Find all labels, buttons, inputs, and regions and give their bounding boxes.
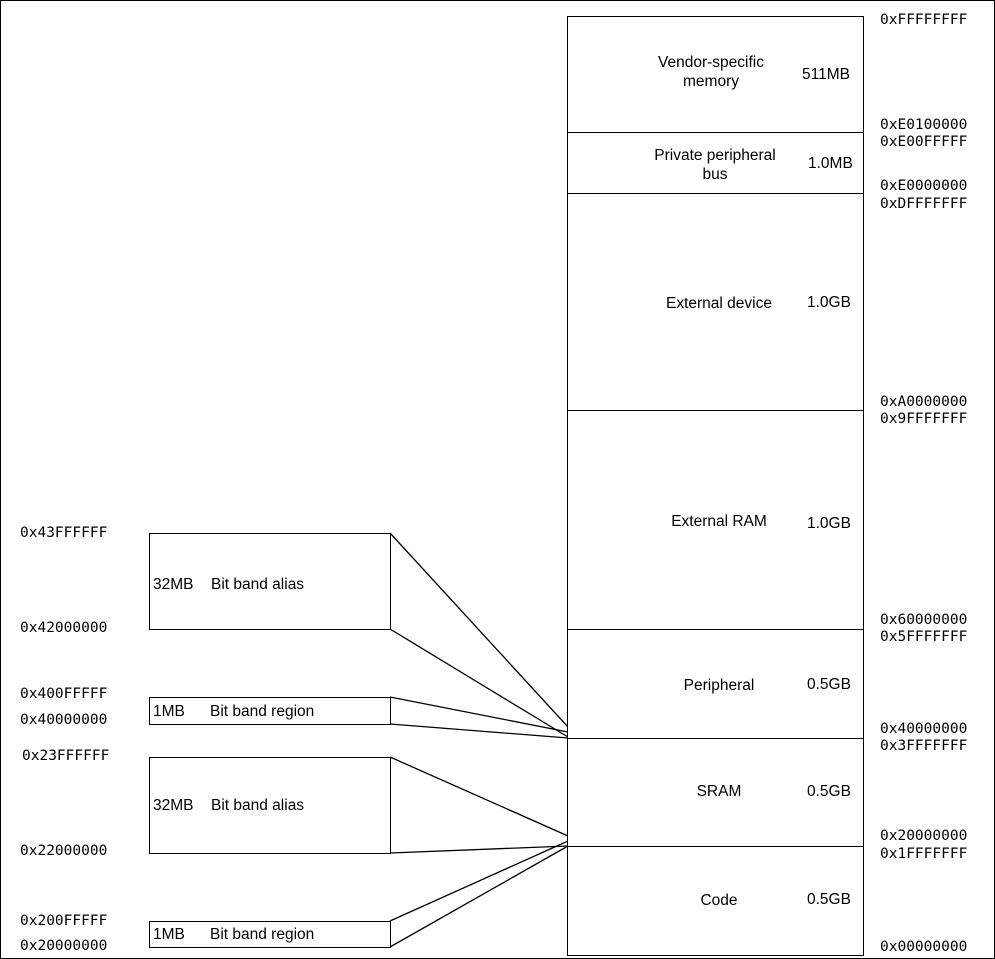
address-label: 0x20000000 [880, 828, 968, 844]
region-size: 1.0GB [807, 294, 851, 311]
bit-band-size: 1MB [153, 703, 185, 720]
region-name: Vendor-specific memory [658, 54, 764, 91]
address-label: 0x22000000 [20, 843, 108, 859]
address-label: 0x42000000 [20, 620, 108, 636]
connector-line [390, 757, 568, 836]
address-label: 0xA0000000 [880, 394, 968, 410]
address-label: 0x9FFFFFFF [880, 411, 968, 427]
region-size: 0.5GB [807, 891, 851, 908]
address-label: 0x00000000 [880, 939, 968, 955]
region-name: Private peripheral bus [654, 147, 776, 184]
address-label: 0xFFFFFFFF [880, 12, 968, 28]
address-label: 0x200FFFFF [20, 913, 108, 929]
bit-band-label: Bit band region [210, 926, 315, 943]
address-label: 0x400FFFFF [20, 686, 108, 702]
connector-line [390, 846, 568, 853]
address-label: 0x5FFFFFFF [880, 629, 968, 645]
address-label: 0x23FFFFFF [22, 748, 110, 764]
region-size: 511MB [802, 66, 850, 83]
bit-band-size: 1MB [153, 926, 185, 943]
region-size: 1.0MB [808, 155, 853, 172]
region-size: 0.5GB [807, 783, 851, 800]
bit-band-label: Bit band alias [211, 576, 305, 593]
address-label: 0xE0000000 [880, 178, 968, 194]
address-label: 0x40000000 [20, 712, 108, 728]
region-size: 1.0GB [807, 515, 851, 532]
connector-line [390, 846, 568, 947]
address-label: 0x3FFFFFFF [880, 738, 968, 754]
region-name: Peripheral [683, 677, 755, 694]
region-name: External RAM [671, 513, 767, 530]
address-label: 0x1FFFFFFF [880, 846, 968, 862]
address-label: 0x43FFFFFF [20, 525, 108, 541]
region-size: 0.5GB [807, 676, 851, 693]
bit-band-label: Bit band alias [211, 797, 305, 814]
connector-line [390, 533, 568, 727]
address-label: 0x20000000 [20, 938, 108, 954]
address-label: 0x40000000 [880, 721, 968, 737]
region-name: External device [666, 295, 772, 312]
bit-band-size: 32MB [153, 797, 194, 814]
bit-band-label: Bit band region [210, 703, 315, 720]
address-label: 0xE00FFFFF [880, 134, 968, 150]
address-label: 0x60000000 [880, 612, 968, 628]
address-label: 0xDFFFFFFF [880, 196, 968, 212]
connector-line [390, 629, 568, 737]
region-name: Code [700, 892, 738, 909]
bit-band-size: 32MB [153, 576, 194, 593]
connector-line [390, 841, 568, 921]
address-label: 0xE0100000 [880, 117, 968, 133]
region-name: SRAM [696, 783, 742, 800]
